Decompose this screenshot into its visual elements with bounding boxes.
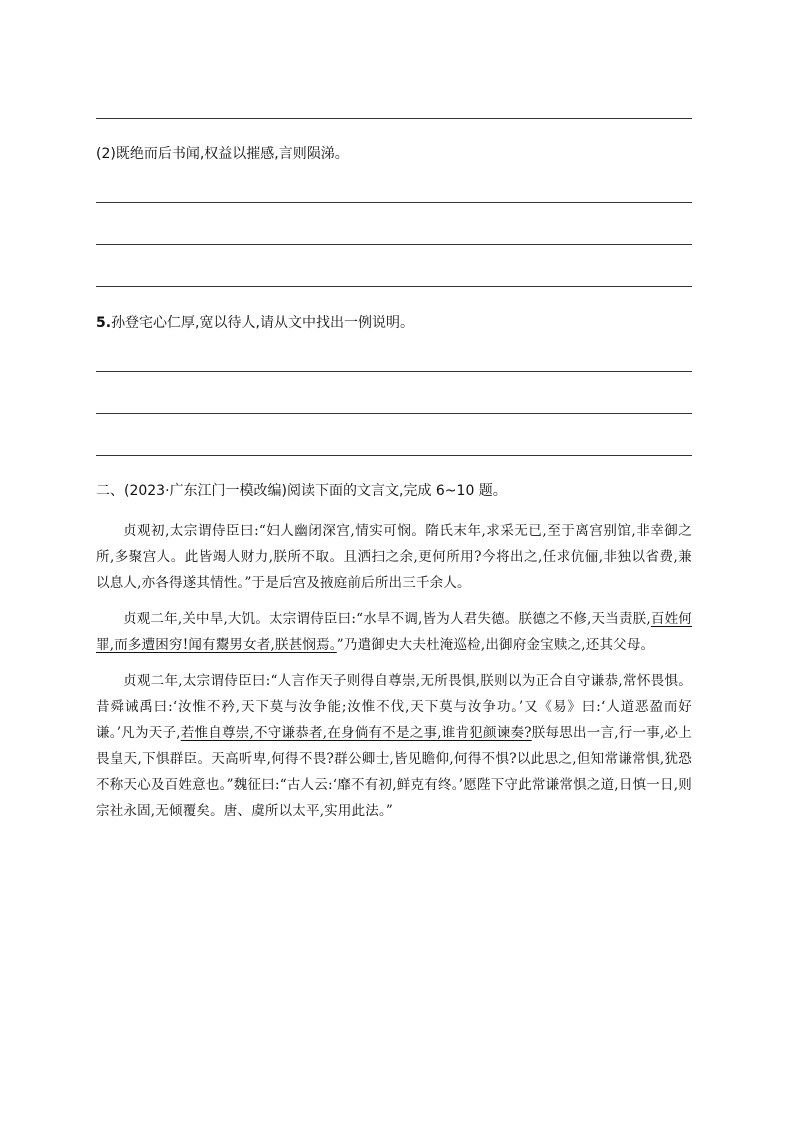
- answer-line: [96, 371, 692, 372]
- answer-line: [96, 286, 692, 287]
- answer-line: [96, 413, 692, 414]
- passage-paragraph-2: [96, 606, 692, 658]
- passage-2-text-b: ”乃遣御史大夫杜淹巡检,出御府金宝赎之,还其父母。: [336, 637, 655, 653]
- section-2-heading: [96, 481, 507, 501]
- answer-line: [96, 244, 692, 245]
- question-4-2-text: (2)既绝而后书闻,权益以摧感,言则陨涕。: [96, 146, 349, 162]
- passage-paragraph-1: 贞观初,太宗谓侍臣曰:“妇人幽闭深宫,情实可悯。隋氏末年,求采无已,至于离宫别馆,非幸御之所,多聚宫人。此皆竭人财力,朕所不取。且洒扫之余,更何所用?今将出之,任求伉俪,非独以省费,兼以息人,亦各得遂其情性。”于是后宫及掖庭前后所出三千余人。: [96, 523, 692, 591]
- passage-paragraph-3: [96, 668, 692, 824]
- reading-passage: [96, 518, 692, 824]
- answer-line: [96, 202, 692, 203]
- answer-line: [96, 455, 692, 456]
- passage-3-text-a: 贞观二年,太宗谓侍臣曰:“人言作天子则得自尊崇,无所畏惧,朕则以为正合自守谦恭,常怀畏惧。昔舜诫禹曰:‘汝惟不矜,天下莫与汝争能;汝惟不伐,天下莫与汝争功。’又《易》曰:‘人道恶盈而好谦。’凡为天子,: [96, 673, 692, 741]
- passage-2-underlined-sentence: 百姓何罪,而多遭困穷!闻有鬻男女者,朕甚悯焉。: [96, 611, 692, 653]
- question-5-number: 5.: [96, 315, 112, 331]
- section-2-heading-text: 二、(2023·广东江门一模改编)阅读下面的文言文,完成 6~10 题。: [96, 483, 507, 499]
- passage-2-text-a: 贞观二年,关中旱,大饥。太宗谓侍臣曰:“水旱不调,皆为人君失德。朕德之不修,天当责朕,: [123, 611, 651, 627]
- passage-3-text-b: 朕每思出一言,行一事,必上畏皇天,下惧群臣。天高听卑,何得不畏?群公卿士,皆见瞻仰,何得不惧?以此思之,但知常谦常惧,犹恐不称天心及百姓意也。”魏征曰:“古人云:‘靡不有初,鲜克有终。’愿陛下守此常谦常惧之道,日慎一日,则宗社永固,无倾覆矣。唐、虞所以太平,实用此法。”: [96, 725, 692, 819]
- question-5: [96, 313, 414, 333]
- question-5-text: 孙登宅心仁厚,宽以待人,请从文中找出一例说明。: [111, 315, 414, 331]
- question-4-2: [96, 144, 349, 164]
- answer-line: [96, 118, 692, 119]
- passage-3-underlined-sentence: 若惟自尊崇,不守谦恭者,在身倘有不是之事,谁肯犯颜谏奏?: [180, 725, 532, 741]
